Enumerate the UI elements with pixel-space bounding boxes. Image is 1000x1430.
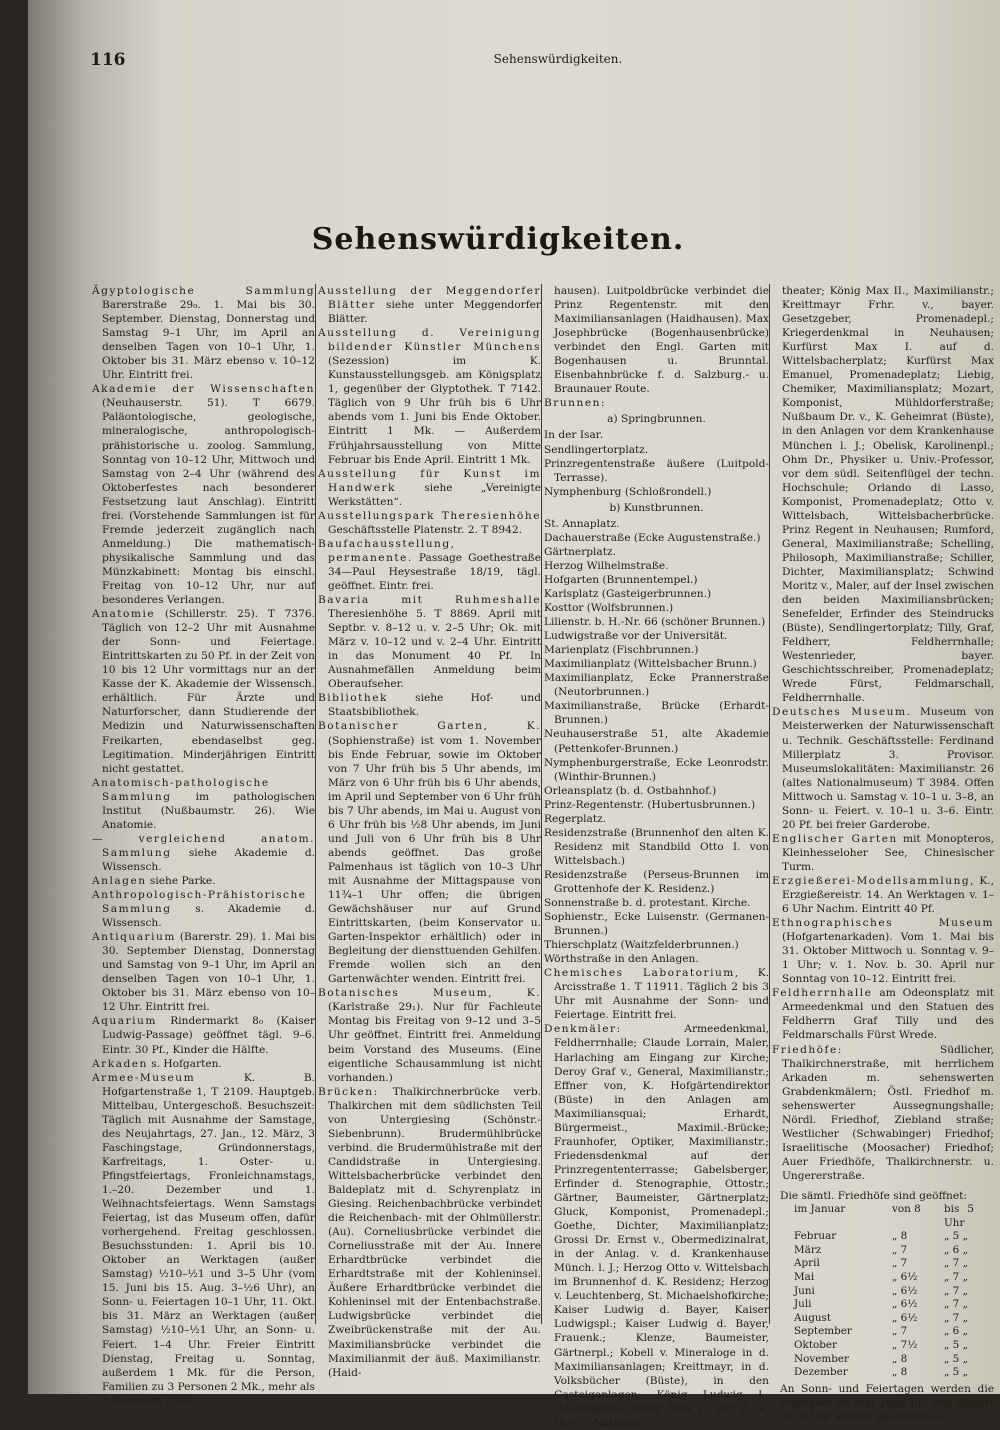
table-footnote: An Sonn- und Feiertagen werden die Friedhöfe im Mai, Juni, Juli und August um 6 Uhr abends geschlossen. [780, 1382, 994, 1423]
list-item: Prinzregentenstraße äußere (Luitpold-Terrasse). [544, 457, 769, 484]
column-rule [541, 284, 542, 1324]
list-item: Residenzstraße (Perseus-Brunnen im Grottenhofe der K. Residenz.) [544, 868, 769, 895]
table-cell-from: von 8 [892, 1203, 921, 1216]
entry-text: Barerstraße 29₀. 1. Mai bis 30. September. Dienstag, Donnerstag und Samstag 9–1 Uhr, im April an denselben Tagen von 10–1 Uhr, 1. Oktober bis 31. März ebenso v. 10–12 Uhr. Eintritt frei. [102, 299, 315, 382]
list-item: Residenzstraße (Brunnenhof den alten K. Residenz mit Standbild Otto I. von Wittelsbach.) [544, 826, 769, 867]
table-row [780, 1366, 994, 1380]
table-row [780, 1244, 994, 1258]
entry-text: Museum von Meisterwerken der Naturwissenschaft u. Technik. Geschäftsstelle: Ferdinand Millerplatz 3. Provisor. Museumslokalitäten: Maximilianstr. 26 (altes Nationalmuseum) T 3984. Offen Mittwoch u. Samstag v. 10–1 u. 3–8, an Sonn- u. Feiert. v. 10–1 u. 3–6. Eintr. 20 Pf. bei freier Garderobe. [782, 706, 994, 831]
table-cell-from: „ 7 [892, 1257, 908, 1270]
column-1 [92, 284, 315, 1407]
entry-heading: — vergleichend anatom. Sammlung [92, 832, 315, 859]
table-row [780, 1325, 994, 1339]
document-page [28, 0, 1000, 1429]
entry-heading: Ausstellung für Kunst im Handwerk [318, 467, 541, 494]
column-2 [318, 284, 542, 1379]
entry-text: Rindermarkt 8₀ (Kaiser Ludwig-Passage) geöffnet tägl. 9–6. Eintr. 30 Pf., Kinder die Hälfte. [102, 1015, 315, 1056]
entry-text: K. Arcisstraße 1. T 11911. Täglich 2 bis 3 Uhr mit Ausnahme der Sonn- und Feiertage. Eintritt frei. [554, 967, 769, 1022]
subsection-heading: a) Springbrunnen. [607, 413, 706, 426]
entry-text: K. B. Hofgartenstraße 1, T 2109. Hauptgeb. Mittelbau, Untergeschoß. Besuchszeit: Täglich mit Ausnahme der Samstage, des Neujahrtags, 27. Jan., 12. März, 3 Faschingstage, Gründonnerstags, Karfreitags, 1. Oster- u. Pfingstfeiertags, Fronleichnamstags, 1.–20. Dezember und 1. Weihnachtsfeiertags. Wenn Samstags Feiertag, ist das Museum offen, dafür vorhergehend. Freitag geschlossen. Besuchsstunden: 1. April bis 10. Oktober an Werktagen (außer Samstag) ½10–½1 und 3–5 Uhr (vom 15. Juni bis 15. Aug. 3–½6 Uhr), an Sonn- u. Feiertagen 10–1 Uhr, 11. Okt. bis 31. März an Werktagen (außer Samstag) ½10–½1 Uhr, an Sonn- u. Feiert. 1–4 Uhr. Freier Eintritt Dienstag, Freitag u. Sonntag, außerdem 1 Mk. für die Person, Familien zu 3 Personen 2 Mk., mehr als 3 Personen 3 Mk. [102, 1071, 315, 1407]
table-cell-from: „ 6½ [892, 1298, 918, 1311]
table-row [780, 1312, 994, 1326]
table-cell-to: „ 5 „ [944, 1366, 968, 1379]
entry-text: siehe Parke. [146, 874, 216, 887]
entry-heading: Ethnographisches Museum [772, 917, 994, 930]
entry-text: s. Akademie d. Wissensch. [102, 903, 315, 930]
entry [318, 593, 541, 691]
list-item: Nymphenburgerstraße, Ecke Leonrodstr. (Winthir-Brunnen.) [544, 756, 769, 783]
section-heading [544, 396, 769, 410]
table-cell-from: „ 8 [892, 1230, 908, 1243]
entry [92, 1071, 315, 1408]
entry-heading: Deutsches Museum. [772, 706, 912, 719]
table-cell-month: Juni [794, 1284, 815, 1297]
list-item: Karlsplatz (Gasteigerbrunnen.) [544, 587, 712, 600]
entry [544, 966, 769, 1022]
table-row [780, 1230, 994, 1244]
entry-text: (Hofgartenarkaden). Vom 1. Mai bis 31. Oktober Mittwoch u. Sonntag v. 9–1 Uhr; v. 1. Nov. b. 30. April nur Sonntag von 10–12. Eintritt frei. [782, 931, 994, 986]
kunstbrunnen-list [544, 517, 769, 967]
table-cell-from: „ 7 [892, 1243, 908, 1256]
list-item: Regerplatz. [544, 812, 607, 825]
entry-heading: Botanischer Garten, K. [318, 720, 541, 733]
table-cell-from: „ 8 [892, 1366, 908, 1379]
entry-text: (Karlstraße 29₁). Nur für Fachleute Montag bis Freitag von 9–12 und 3–5 Uhr geöffnet. Eintritt frei. Anmeldung beim Vorstand des Museums. (Eine eigentliche Schausammlung ist nicht vorhanden.) [328, 1001, 541, 1084]
table-cell-to: „ 5 „ [944, 1338, 968, 1351]
entry-heading: Bibliothek [318, 692, 388, 705]
entry-text: siehe unter Meggendorfer Blätter. [328, 299, 541, 326]
entry-heading: Ausstellungspark Theresienhöhe [318, 509, 541, 522]
list-item: Kosttor (Wolfsbrunnen.) [544, 602, 674, 615]
entry [318, 537, 541, 593]
entry [92, 888, 315, 930]
table-row [780, 1339, 994, 1353]
entry-continuation: theater; König Max II., Maximilianstr.; Kreittmayr Frhr. v., bayer. Gesetzgeber, Promenadepl.; Kriegerdenkmal in Neuhausen; Kurfürst Max I. auf d. Wittelsbacherplatz; Kurfürst Max Emanuel, Promenadeplatz; Liebig, Chemiker, Maximiliansplatz; Mozart, Komponist, Mühldorferstraße; Nußbaum Dr. v., K. Geheimrat (Büste), in den Anlagen vor dem Krankenhause München l. J.; Obelisk, Karolinenpl.; Ohm Dr., Physiker u. Univ.-Professor, vor dem südl. Seitenflügel der techn. Hochschule; Orlando di Lasso, Komponist, Promenadeplatz; Otto v. Wittelsbach, Wittelsbacherbrücke. Prinz Regent in Neuhausen; Rumford, General, Maximilianstraße; Schelling, Philosoph, Maximilianstraße; Schiller, Dichter, Maximiliansplatz; Schwind Moritz v., Maler, auf der Insel zwischen den beiden Maximiliansbrücken; Senefelder, Erfinder des Steindrucks (Büste), Sendlingertorplatz; Tilly, Graf, Feldherr, Feldherrnhalle; Westenrieder, bayer. Geschichtsschreiber, Promenadeplatz; Wrede Fürst, Feldmarschall, Feldherrnhalle. [782, 285, 994, 705]
entry-text: Thalkirchnerbrücke verb. Thalkirchen mit dem südlichsten Teil von Untergiesing (Schönstr.-Siebenbrunn). Brudermühlbrücke verbind. die Brudermühlstraße mit der Candidstraße in Untergiesing. Wittelsbacherbrücke verbindet den Baldeplatz mit d. Schyrenplatz in Giesing. Reichenbachbrücke verbindet die Reichenbach- mit der Ohlmüllerstr. (Au). Corneliusbrücke verbindet die Corneliusstraße mit der Au. Innere Erhardtbrücke verbindet die Erhardtstraße mit der Kohleninsel. Äußere Erhardtbrücke verbindet die Kohleninsel mit der Entenbachstraße. Ludwigsbrücke verbindet die Zweibrückenstraße mit der Au. Maximiliansbrücke verbindet die Maximilianmit der äuß. Maximilianstr. (Haid- [328, 1085, 541, 1379]
entry-text: siehe „Vereinigte Werkstätten“. [328, 481, 541, 508]
table-cell-month: Februar [794, 1230, 837, 1243]
entry [318, 509, 541, 537]
table-row [780, 1353, 994, 1367]
list-item: Maximilianstraße, Brücke (Erhardt-Brunnen.) [544, 700, 769, 727]
list-item: Gärtnerplatz. [544, 545, 616, 558]
entry-heading: Baufachausstellung, permanente. [318, 537, 456, 564]
entry [318, 284, 541, 326]
table-cell-month: Juli [794, 1298, 812, 1311]
entry-text: (Sophienstraße) ist vom 1. November bis Ende Februar, sowie im Oktober von 7 Uhr früh bis 5 Uhr abends, im März von 6 Uhr früh bis 6 Uhr abends, im April und September von 6 Uhr früh bis 7 Uhr abends, im Mai u. August von 6 Uhr früh bis ½8 Uhr abends, im Juni und Juli von 6 Uhr früh bis 8 Uhr abends geöffnet. Das große Palmenhaus ist täglich von 10–3 Uhr mit Ausnahme der Mittagspause von 11¾–1 Uhr offen; die übrigen Gewächshäuser nur auf Grund Eintrittskarten, (beim Konservator u. Garten-Inspektor erhältlich) oder in Begleitung der diensttuenden Gehilfen. Fremde wollen sich an den Gartenwächter wenden. Eintritt frei. [328, 734, 542, 986]
entry [772, 832, 994, 874]
list-item: Ludwigstraße vor der Universität. [544, 630, 728, 643]
entry [318, 986, 541, 1084]
table-cell-to: „ 5 „ [944, 1352, 968, 1365]
entry-heading: Erzgießerei-Modellsammlung, [772, 874, 976, 887]
subsection-heading: b) Kunstbrunnen. [609, 501, 704, 514]
table-cell-to: bis 5 Uhr [944, 1203, 974, 1229]
list-item: St. Annaplatz. [544, 517, 620, 530]
entry [92, 284, 315, 382]
list-item: Marienplatz (Fischbrunnen.) [544, 644, 699, 657]
table-cell-to: „ 7 „ [944, 1257, 968, 1270]
springbrunnen-list [544, 428, 769, 498]
entry-heading: Ägyptologische Sammlung [92, 285, 315, 297]
entry [772, 916, 994, 986]
table-cell-to: „ 6 „ [944, 1243, 968, 1256]
table-row [780, 1203, 994, 1230]
entry [318, 719, 541, 986]
entry-heading: Anthropologisch-Prähistorische Sammlung [92, 889, 307, 916]
entry-text: am Odeonsplatz mit Armeedenkmal und den Statuen des Feldherrn Graf Tilly und des Feldmarschalls Fürst Wrede. [782, 987, 994, 1042]
entry-text: K., Erzgießereistr. 14. An Werktagen v. 1–6 Uhr Nachm. Eintritt 40 Pf. [782, 874, 994, 916]
entry [92, 1057, 315, 1071]
table-cell-from: „ 6½ [892, 1284, 918, 1297]
table-row [780, 1271, 994, 1285]
table-cell-month: Oktober [794, 1338, 838, 1351]
entry-heading: Brücken: [318, 1085, 379, 1098]
entry-heading: Armee-Museum [92, 1071, 196, 1084]
table-cell-from: „ 7 [892, 1325, 908, 1338]
table-cell-month: März [794, 1243, 822, 1256]
column-3 [544, 284, 769, 1429]
list-item: Maximilianplatz (Wittelsbacher Brunn.) [544, 658, 757, 671]
entry [92, 874, 315, 888]
table-cell-month: April [794, 1257, 820, 1270]
entry [92, 1014, 315, 1056]
entry-heading: Chemisches Laboratorium, [544, 967, 740, 980]
table-cell-to: „ 6 „ [944, 1325, 968, 1338]
table-row [780, 1257, 994, 1271]
table-cell-month: August [794, 1311, 832, 1324]
list-item: Prinz-Regentenstr. (Hubertusbrunnen.) [544, 798, 756, 811]
entry [772, 705, 994, 831]
entry-heading: Botanisches Museum, K. [318, 987, 541, 1000]
entry [318, 1085, 541, 1380]
entry-heading: Arkaden [92, 1057, 148, 1070]
page-title: Sehenswürdigkeiten. [311, 222, 685, 257]
list-item: Thierschplatz (Waitzfelderbrunnen.) [544, 939, 739, 952]
table-cell-from: „ 7½ [892, 1338, 918, 1351]
entry [772, 986, 994, 1042]
entry-text: mit Monopteros, Kleinhesseloher See, Chinesischer Turm. [782, 832, 995, 873]
entry [92, 776, 315, 832]
entry-heading: Englischer Garten [772, 832, 898, 845]
entry-heading: Anatomie [92, 608, 156, 621]
entry-heading: Anlagen [92, 874, 147, 887]
table-cell-month: September [794, 1325, 852, 1338]
entry-text: siehe Hof- und Staatsbibliothek. [328, 692, 541, 719]
table-cell-to: „ 5 „ [944, 1230, 968, 1243]
list-item: Dachauerstraße (Ecke Augustenstraße.) [544, 531, 761, 544]
entry-text: (Neuhauserstr. 51). T 6679. Paläontologische, geologische, mineralogische, anthropologisch-prähistorische u. zoolog. Sammlung, Sonntag von 10–12 Uhr, Mittwoch und Samstag von 2–4 Uhr (während des Oktoberfestes nach besonderer Festsetzung laut Anschlag). Eintritt frei. (Vorstehende Sammlungen ist für Fremde jederzeit zugänglich nach Anmeldung.) Die mathematisch-physikalische Sammlung und das Münzkabinett: Montag bis einschl. Freitag von 10–12 Uhr, nur auf besonderes Verlangen. [102, 397, 315, 607]
cemetery-hours-table [780, 1189, 994, 1424]
list-item: Neuhauserstraße 51, alte Akademie (Pettenkofer-Brunnen.) [544, 728, 769, 755]
entry [92, 832, 315, 874]
table-title: Die sämtl. Friedhöfe sind geöffnet: [780, 1190, 967, 1202]
entry [318, 467, 541, 509]
entry-text: Theresienhöhe 5. T 8869. April mit Septbr. v. 8–12 u. v. 2–5 Uhr; Ok. mit März v. 10–12 und v. 2–4 Uhr. Eintritt in das Monument 40 Pf. In Ausnahmefällen Anmeldung beim Oberaufseher. [328, 608, 541, 691]
entry [772, 1043, 994, 1183]
entry-heading: Bavaria mit Ruhmeshalle [318, 594, 541, 607]
entry [318, 326, 541, 466]
list-item: Sendlingertorplatz. [544, 443, 649, 456]
entry-text: (Barerstr. 29). 1. Mai bis 30. September Dienstag, Donnerstag und Samstag von 9–1 Uhr, im April an denselben Tagen von 10–1 Uhr, 1. Oktober bis 31. März ebenso von 10–12 Uhr. Eintritt frei. [102, 931, 315, 1014]
table-cell-to: „ 7 „ [944, 1284, 968, 1297]
entry-heading: Feldherrnhalle [772, 987, 873, 1000]
entry-text: s. Hofgarten. [147, 1057, 222, 1070]
list-item: Lilienstr. b. H.-Nr. 66 (schöner Brunnen.) [544, 616, 766, 629]
entry-heading: Denkmäler: [544, 1023, 622, 1036]
entry [92, 382, 315, 607]
list-item: Maximilianplatz, Ecke Prannerstraße (Neutorbrunnen.) [544, 672, 769, 699]
entry-heading: Ausstellung der Meggendorfer Blätter [318, 285, 541, 312]
entry [92, 930, 315, 1014]
table-row [780, 1285, 994, 1299]
entry-heading: Akademie der Wissenschaften [92, 383, 315, 396]
entry-text: (Schillerstr. 25). T 7376. Täglich von 12–2 Uhr mit Ausnahme der Sonn- und Feiertage. Eintrittskarten zu 50 Pf. in der Zeit von 10 bis 12 Uhr vormittags nur an der Kasse der K. Akademie der Wissensch. erhältlich. Für Ärzte und Naturforscher, dann Studierende der Medizin und Naturwissenschaften Freikarten, ebendaselbst geg. Legitimation. Minderjährigen Eintritt nicht gestattet. [102, 608, 315, 775]
table-cell-from: „ 6½ [892, 1311, 918, 1324]
entry-text: Südlicher, Thalkirchnerstraße, mit herrlichem Arkaden m. sehenswerten Grabdenkmälern; Östl. Friedhof m. sehenswerter Aussegnungshalle; Nördl. Friedhof, Ziebland straße; Westlicher (Schwabinger) Friedhof; Israelitische (Moosacher) Friedhof; Auer Friedhöfe, Thalkirchnerstr. u. Ungererstraße. [782, 1043, 994, 1182]
entry-heading: Brunnen: [544, 397, 606, 410]
list-item: Orleansplatz (b. d. Ostbahnhof.) [544, 784, 717, 797]
entry [92, 607, 315, 776]
entry-text: Armeedenkmal, Feldherrnhalle; Claude Lorrain, Maler, Harlaching am Eingang zur Kirche; Deroy Graf v., General, Maximilianstr.; Effner von, K. Hofgärtendirektor (Büste) in den Anlagen am Maximiliansquai; Erhardt, Bürgermeist., Maximil.-Brücke; Fraunhofer, Optiker, Maximilianstr.; Friedensdenkmal auf der Prinzregententerrasse; Gabelsberger, Erfinder d. Stenographie, Ottostr.; Gärtner, Baumeister, Gärtnerplatz; Gluck, Komponist, Promenadepl.; Goethe, Dichter, Maximilianplatz; Grossi Dr. Ernst v., Obermedizinalrat, in der Anlag. v. d. Krankenhause Münch. l. J.; Herzog Otto v. Wittelsbach im Brunnenhof d. K. Residenz; Herzog v. Leuchtenberg, St. Michaelshofkirche; Kaiser Ludwig d. Bayer, Kaiser Ludwigspl.; Kaiser Ludwig d. Bayer, Frauenk.; Klenze, Baumeister, Gärtnerpl.; Kobell v. Mineraloge in d. Maximiliansanlagen; Kreittmayr, in d. Volksbücher (Büste), in den Gasteiganlagen; König Ludwig I., Odeonsplatz; König Max I., vor d. K. Hof- u. National- [554, 1023, 769, 1429]
column-rule [769, 284, 770, 1324]
table-cell-from: „ 6½ [892, 1271, 918, 1284]
entry-heading: Antiquarium [92, 931, 176, 944]
table-cell-month: Dezember [794, 1366, 848, 1379]
entry-heading: Ausstellung d. Vereinigung bildender Künstler Münchens [318, 327, 541, 354]
entry [318, 691, 541, 719]
column-4 [772, 284, 995, 1423]
list-item: Sophienstr., Ecke Luisenstr. (Germanen-Brunnen.) [544, 911, 769, 938]
entry-text: im pathologischen Institut (Nußbaumstr. 26). Wie Anatomie. [102, 790, 315, 831]
list-item: Nymphenburg (Schloßrondell.) [544, 485, 712, 498]
entry [772, 874, 994, 916]
entry-heading: Anatomisch-pathologische Sammlung [92, 776, 270, 803]
entry-text: Geschäftsstelle Platenstr. 2. T 8942. [328, 523, 522, 536]
table-cell-month: im Januar [794, 1203, 846, 1216]
column-rule [315, 284, 316, 1324]
table-cell-from: „ 8 [892, 1352, 908, 1365]
table-row [780, 1298, 994, 1312]
entry-text: Passage Goethestraße 34—Paul Heysestraße 18/19, tägl. geöffnet. Eintr. frei. [328, 551, 541, 592]
table-cell-to: „ 7 „ [944, 1298, 968, 1311]
list-item: Sonnenstraße b. d. protestant. Kirche. [544, 897, 751, 910]
table-cell-month: November [794, 1352, 849, 1365]
table-cell-to: „ 7 „ [944, 1311, 968, 1324]
table-cell-to: „ 7 „ [944, 1271, 968, 1284]
entry-text: (Sezession) im K. Kunstausstellungsgeb. am Königsplatz 1, gegenüber der Glyptothek. T 7142. Täglich von 9 Uhr früh bis 6 Uhr abends vom 1. Juni bis Ende Oktober. Eintritt 1 Mk. — Außerdem Frühjahrsausstellung von Mitte Februar bis Ende April. Eintritt 1 Mk. [328, 355, 541, 466]
entry-heading: Aquarium [92, 1015, 157, 1028]
page-number: 116 [90, 50, 126, 70]
entry-text: siehe Akademie d. Wissensch. [102, 846, 315, 873]
running-head: Sehenswürdigkeiten. [493, 52, 623, 66]
list-item: Herzog Wilhelmstraße. [544, 559, 669, 572]
entry [544, 1022, 769, 1429]
entry-heading: Friedhöfe: [772, 1043, 843, 1056]
list-item: Hofgarten (Brunnentempel.) [544, 573, 698, 586]
entry-continuation: hausen). Luitpoldbrücke verbindet die Prinz Regentenstr. mit den Maximiliansanlagen (Haidhausen). Max Josephbrücke (Bogenhausenbrücke) verbindet den Engl. Garten mit Bogenhausen u. Brunntal. Eisenbahnbrücke f. d. Salzburg.- u. Braunauer Route. [554, 285, 769, 396]
list-item: In der Isar. [544, 429, 604, 442]
table-cell-month: Mai [794, 1271, 815, 1284]
list-item: Wörthstraße in den Anlagen. [544, 953, 699, 966]
